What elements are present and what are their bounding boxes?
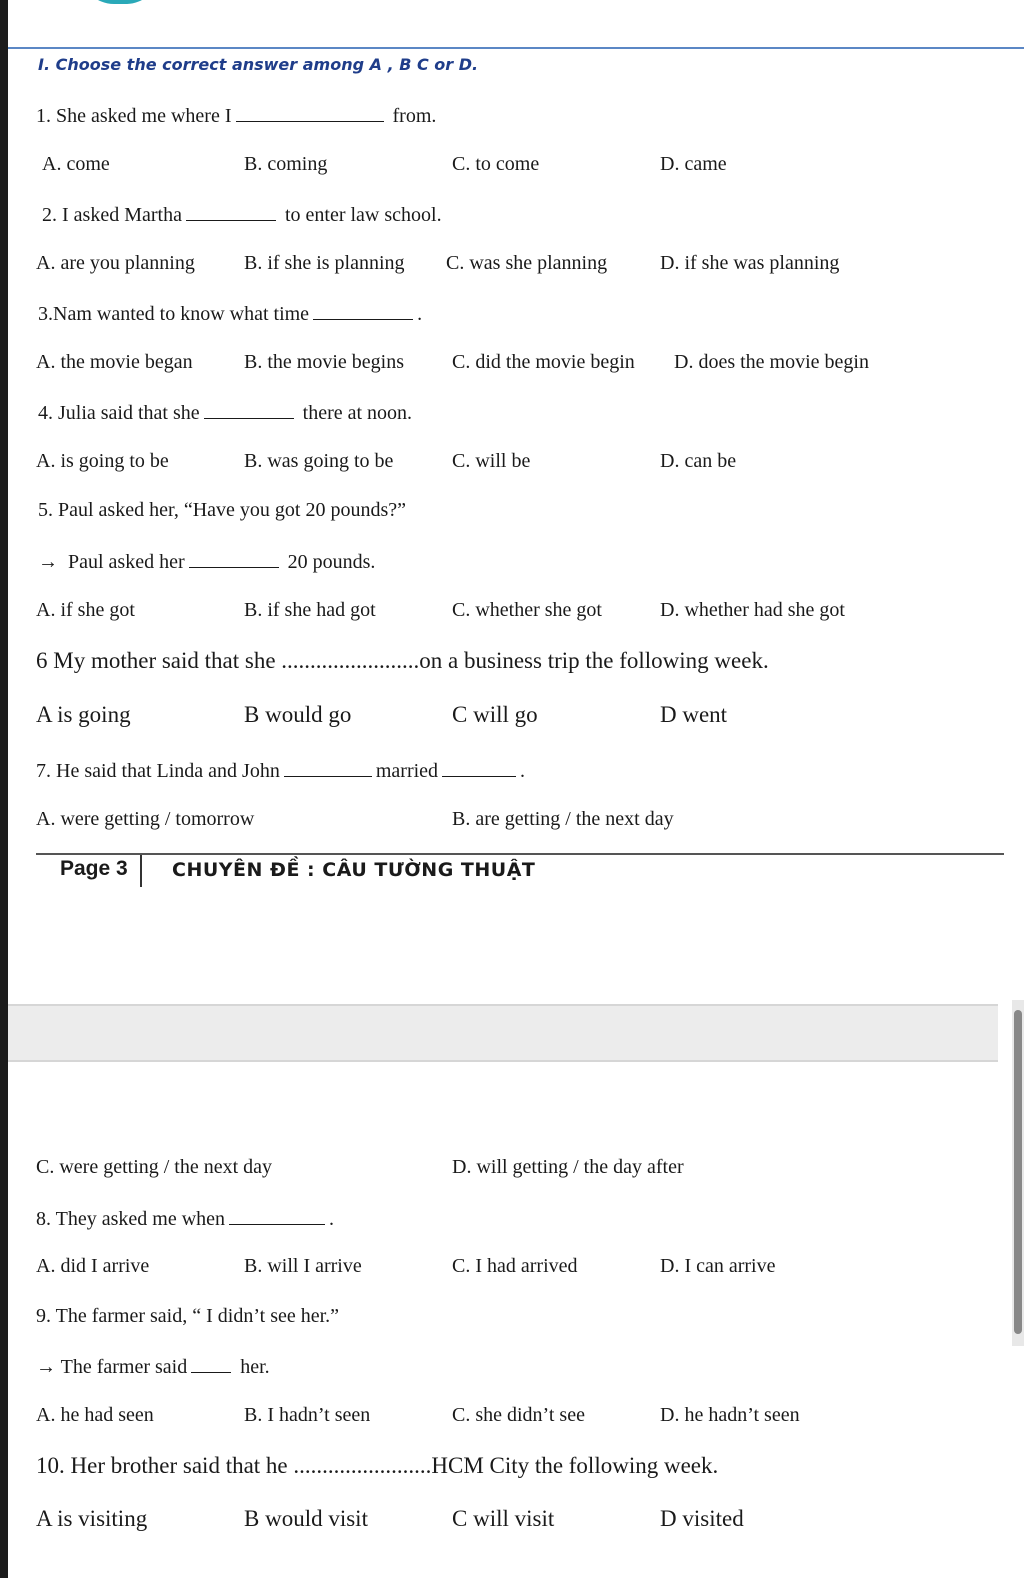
q6-option-b[interactable]: B would go (244, 702, 352, 727)
q4-option-d[interactable]: D. can be (660, 450, 737, 472)
page-break (8, 1004, 998, 1062)
q6-option-a[interactable]: A is going (36, 702, 131, 727)
section-heading: I. Choose the correct answer among A , B C or D. (38, 55, 479, 74)
q5-option-d[interactable]: D. whether had she got (660, 599, 845, 621)
question-9-rewrite: → The farmer said her. (36, 1356, 270, 1378)
q2-option-a[interactable]: A. are you planning (36, 252, 195, 274)
q5-option-b[interactable]: B. if she had got (244, 599, 376, 621)
scrollbar-thumb[interactable] (1014, 1010, 1022, 1334)
q4-option-a[interactable]: A. is going to be (36, 450, 169, 472)
page-number: Page 3 (60, 857, 128, 880)
q7-option-c[interactable]: C. were getting / the next day (36, 1156, 273, 1178)
question-4: 4. Julia said that she there at noon. (38, 402, 413, 424)
footer-rule (36, 853, 1004, 855)
q8-option-a[interactable]: A. did I arrive (36, 1255, 150, 1277)
q3-option-a[interactable]: A. the movie began (36, 351, 193, 373)
q2-option-c[interactable]: C. was she planning (446, 252, 608, 274)
q7-option-a[interactable]: A. were getting / tomorrow (36, 808, 255, 830)
top-border-line (8, 47, 1024, 49)
q9-option-b[interactable]: B. I hadn’t seen (244, 1404, 371, 1426)
q8-option-c[interactable]: C. I had arrived (452, 1255, 578, 1277)
q3-option-d[interactable]: D. does the movie begin (674, 351, 869, 373)
q9-option-d[interactable]: D. he hadn’t seen (660, 1404, 800, 1426)
q1-option-a[interactable]: A. come (42, 153, 110, 175)
question-10: 10. Her brother said that he ........................HCM City the following week. (36, 1453, 719, 1478)
q10-option-a[interactable]: A is visiting (36, 1506, 148, 1531)
q9-option-a[interactable]: A. he had seen (36, 1404, 154, 1426)
q1-option-d[interactable]: D. came (660, 153, 727, 175)
q6-option-c[interactable]: C will go (452, 702, 538, 727)
footer-title: CHUYÊN ĐỀ : CÂU TƯỜNG THUẬT (172, 859, 536, 881)
question-3: 3.Nam wanted to know what time . (38, 303, 423, 325)
q10-option-c[interactable]: C will visit (452, 1506, 555, 1531)
q9-option-c[interactable]: C. she didn’t see (452, 1404, 585, 1426)
q4-option-c[interactable]: C. will be (452, 450, 531, 472)
footer-separator (140, 855, 142, 887)
q8-option-d[interactable]: D. I can arrive (660, 1255, 776, 1277)
q6-option-d[interactable]: D went (660, 702, 728, 727)
q4-option-b[interactable]: B. was going to be (244, 450, 394, 472)
question-5: 5. Paul asked her, “Have you got 20 pounds?” (38, 499, 406, 521)
left-edge-bar (0, 0, 8, 1578)
q5-option-a[interactable]: A. if she got (36, 599, 135, 621)
q1-option-c[interactable]: C. to come (452, 153, 540, 175)
question-8: 8. They asked me when . (36, 1208, 335, 1230)
q5-option-c[interactable]: C. whether she got (452, 599, 602, 621)
arrow-icon: → (38, 551, 58, 573)
arrow-icon: → (36, 1356, 56, 1378)
question-6: 6 My mother said that she ........................on a business trip the following week. (36, 648, 769, 673)
q2-option-d[interactable]: D. if she was planning (660, 252, 840, 274)
q10-option-d[interactable]: D visited (660, 1506, 744, 1531)
q7-option-b[interactable]: B. are getting / the next day (452, 808, 674, 830)
q2-option-b[interactable]: B. if she is planning (244, 252, 405, 274)
question-9: 9. The farmer said, “ I didn’t see her.” (36, 1305, 340, 1327)
q3-option-b[interactable]: B. the movie begins (244, 351, 404, 373)
q10-option-b[interactable]: B would visit (244, 1506, 368, 1531)
q1-option-b[interactable]: B. coming (244, 153, 328, 175)
question-7: 7. He said that Linda and John married . (36, 760, 526, 782)
top-strip (0, 0, 1024, 48)
q8-option-b[interactable]: B. will I arrive (244, 1255, 362, 1277)
question-5-rewrite: → Paul asked her 20 pounds. (38, 551, 376, 573)
question-2: 2. I asked Martha to enter law school. (42, 204, 442, 226)
q7-option-d[interactable]: D. will getting / the day after (452, 1156, 684, 1178)
q3-option-c[interactable]: C. did the movie begin (452, 351, 635, 373)
question-1: 1. She asked me where I from. (36, 105, 437, 127)
